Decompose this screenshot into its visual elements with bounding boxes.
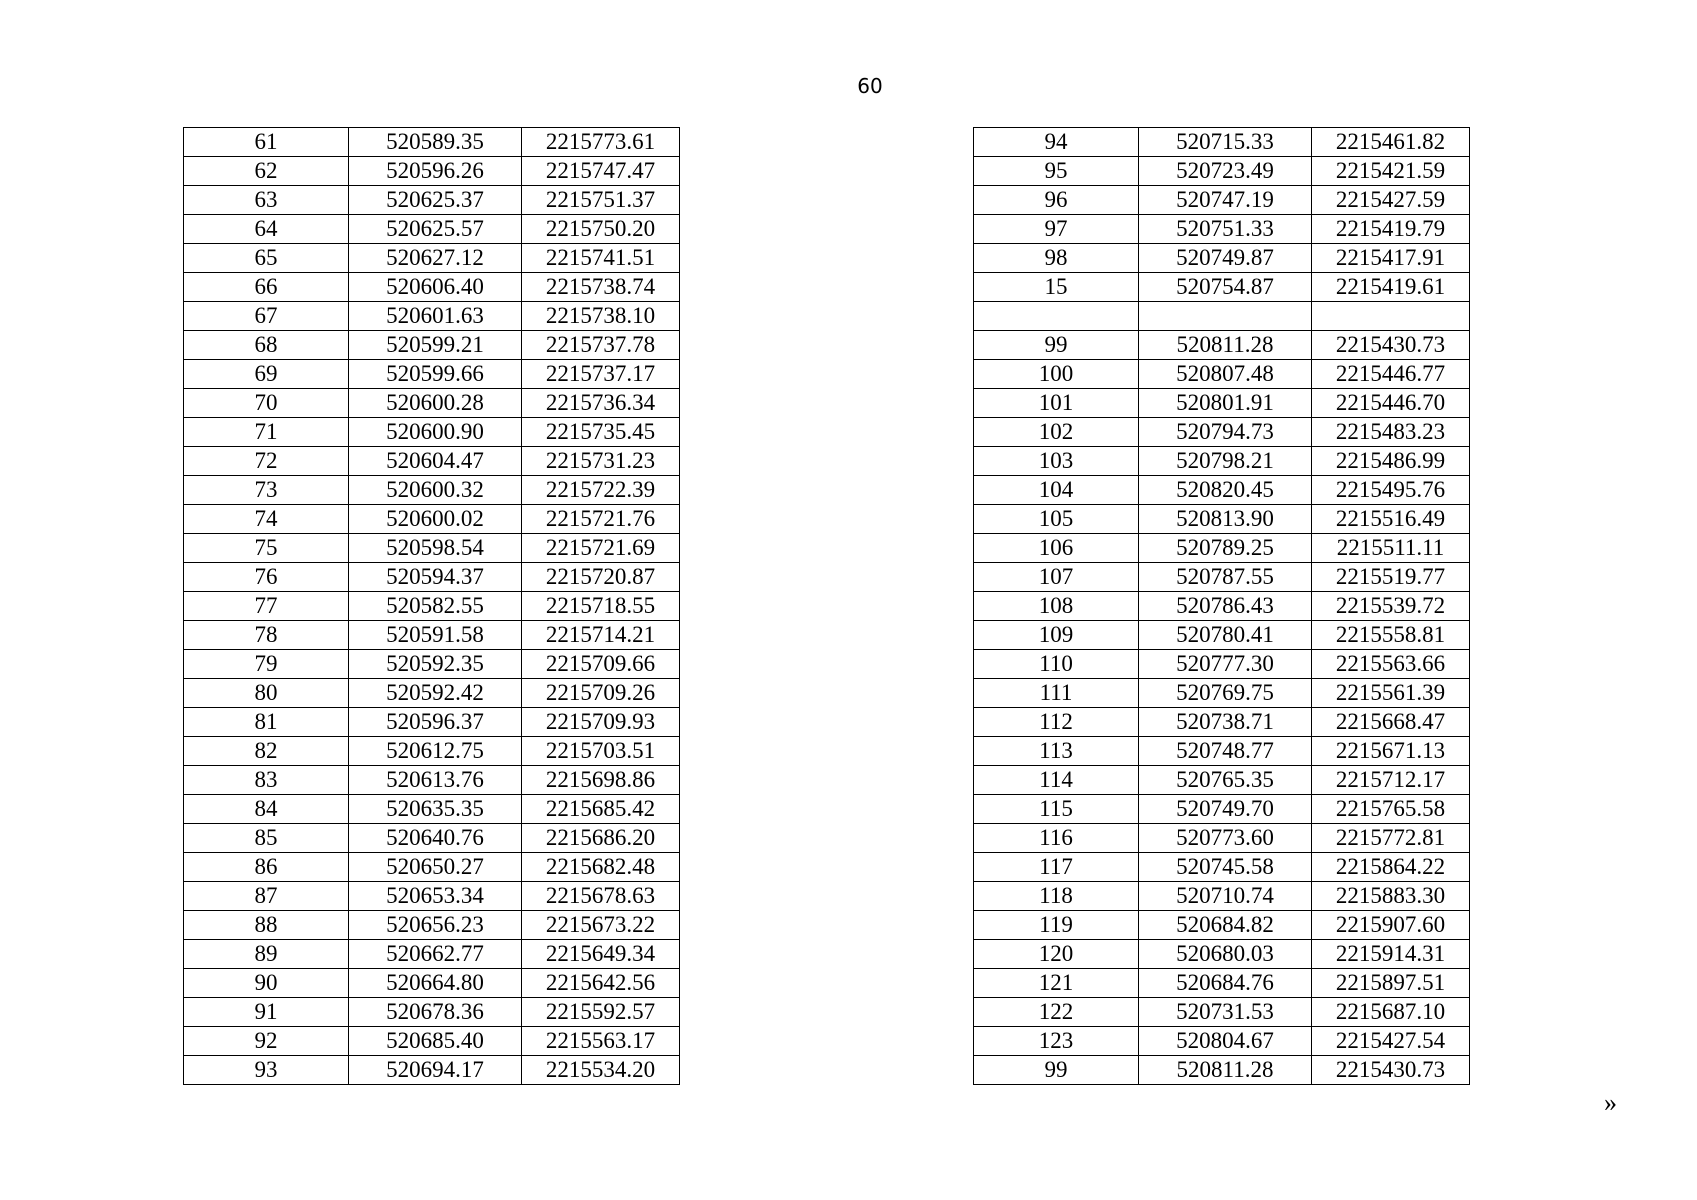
x-coordinate-cell: 520600.28	[349, 389, 522, 418]
table-row	[184, 853, 680, 882]
point-number-cell: 80	[184, 679, 349, 708]
y-coordinate-cell: 2215709.26	[522, 679, 680, 708]
x-coordinate-cell: 520662.77	[349, 940, 522, 969]
x-coordinate-cell: 520600.02	[349, 505, 522, 534]
point-number-cell: 83	[184, 766, 349, 795]
point-number-cell: 68	[184, 331, 349, 360]
x-coordinate-cell: 520801.91	[1139, 389, 1312, 418]
y-coordinate-cell: 2215417.91	[1312, 244, 1470, 273]
point-number-cell: 76	[184, 563, 349, 592]
x-coordinate-cell: 520625.37	[349, 186, 522, 215]
table-row	[974, 418, 1470, 447]
table-row	[974, 302, 1470, 331]
point-number-cell: 103	[974, 447, 1139, 476]
table-row	[974, 360, 1470, 389]
table-row	[974, 273, 1470, 302]
x-coordinate-cell: 520820.45	[1139, 476, 1312, 505]
x-coordinate-cell: 520599.66	[349, 360, 522, 389]
x-coordinate-cell: 520780.41	[1139, 621, 1312, 650]
point-number-cell: 79	[184, 650, 349, 679]
y-coordinate-cell: 2215747.47	[522, 157, 680, 186]
point-number-cell: 15	[974, 273, 1139, 302]
x-coordinate-cell: 520723.49	[1139, 157, 1312, 186]
point-number-cell	[974, 302, 1139, 331]
table-row	[974, 824, 1470, 853]
point-number-cell: 108	[974, 592, 1139, 621]
y-coordinate-cell: 2215419.79	[1312, 215, 1470, 244]
point-number-cell: 115	[974, 795, 1139, 824]
table-row	[974, 476, 1470, 505]
table-row	[184, 969, 680, 998]
point-number-cell: 102	[974, 418, 1139, 447]
x-coordinate-cell: 520601.63	[349, 302, 522, 331]
table-row	[184, 128, 680, 157]
y-coordinate-cell: 2215682.48	[522, 853, 680, 882]
y-coordinate-cell: 2215427.54	[1312, 1027, 1470, 1056]
y-coordinate-cell: 2215519.77	[1312, 563, 1470, 592]
table-row	[974, 505, 1470, 534]
table-row	[184, 998, 680, 1027]
x-coordinate-cell: 520807.48	[1139, 360, 1312, 389]
x-coordinate-cell: 520594.37	[349, 563, 522, 592]
table-row	[184, 389, 680, 418]
table-row	[184, 882, 680, 911]
point-number-cell: 113	[974, 737, 1139, 766]
table-row	[974, 998, 1470, 1027]
y-coordinate-cell: 2215703.51	[522, 737, 680, 766]
x-coordinate-cell: 520592.35	[349, 650, 522, 679]
point-number-cell: 81	[184, 708, 349, 737]
table-row	[974, 128, 1470, 157]
point-number-cell: 123	[974, 1027, 1139, 1056]
table-row	[184, 157, 680, 186]
y-coordinate-cell: 2215486.99	[1312, 447, 1470, 476]
y-coordinate-cell	[1312, 302, 1470, 331]
y-coordinate-cell: 2215741.51	[522, 244, 680, 273]
x-coordinate-cell: 520731.53	[1139, 998, 1312, 1027]
x-coordinate-cell: 520798.21	[1139, 447, 1312, 476]
x-coordinate-cell: 520653.34	[349, 882, 522, 911]
y-coordinate-cell: 2215712.17	[1312, 766, 1470, 795]
x-coordinate-cell: 520606.40	[349, 273, 522, 302]
point-number-cell: 82	[184, 737, 349, 766]
point-number-cell: 64	[184, 215, 349, 244]
y-coordinate-cell: 2215720.87	[522, 563, 680, 592]
table-row	[974, 969, 1470, 998]
table-row	[974, 708, 1470, 737]
point-number-cell: 99	[974, 331, 1139, 360]
x-coordinate-cell: 520754.87	[1139, 273, 1312, 302]
y-coordinate-cell: 2215714.21	[522, 621, 680, 650]
table-row	[184, 708, 680, 737]
y-coordinate-cell: 2215750.20	[522, 215, 680, 244]
y-coordinate-cell: 2215722.39	[522, 476, 680, 505]
x-coordinate-cell: 520625.57	[349, 215, 522, 244]
coordinates-table-left	[183, 127, 680, 1085]
y-coordinate-cell: 2215419.61	[1312, 273, 1470, 302]
y-coordinate-cell: 2215897.51	[1312, 969, 1470, 998]
y-coordinate-cell: 2215668.47	[1312, 708, 1470, 737]
point-number-cell: 71	[184, 418, 349, 447]
x-coordinate-cell: 520715.33	[1139, 128, 1312, 157]
point-number-cell: 118	[974, 882, 1139, 911]
table-row	[184, 1056, 680, 1085]
y-coordinate-cell: 2215671.13	[1312, 737, 1470, 766]
point-number-cell: 63	[184, 186, 349, 215]
y-coordinate-cell: 2215864.22	[1312, 853, 1470, 882]
x-coordinate-cell: 520685.40	[349, 1027, 522, 1056]
table-row	[974, 592, 1470, 621]
point-number-cell: 61	[184, 128, 349, 157]
x-coordinate-cell: 520650.27	[349, 853, 522, 882]
y-coordinate-cell: 2215642.56	[522, 969, 680, 998]
x-coordinate-cell: 520613.76	[349, 766, 522, 795]
y-coordinate-cell: 2215427.59	[1312, 186, 1470, 215]
x-coordinate-cell: 520684.82	[1139, 911, 1312, 940]
point-number-cell: 66	[184, 273, 349, 302]
y-coordinate-cell: 2215516.49	[1312, 505, 1470, 534]
x-coordinate-cell: 520604.47	[349, 447, 522, 476]
x-coordinate-cell: 520751.33	[1139, 215, 1312, 244]
table-row	[974, 911, 1470, 940]
point-number-cell: 99	[974, 1056, 1139, 1085]
point-number-cell: 105	[974, 505, 1139, 534]
continuation-mark: »	[1604, 1088, 1617, 1117]
x-coordinate-cell: 520582.55	[349, 592, 522, 621]
y-coordinate-cell: 2215721.76	[522, 505, 680, 534]
x-coordinate-cell: 520640.76	[349, 824, 522, 853]
table-row	[184, 505, 680, 534]
point-number-cell: 65	[184, 244, 349, 273]
table-row	[974, 389, 1470, 418]
table-row	[184, 215, 680, 244]
x-coordinate-cell: 520600.32	[349, 476, 522, 505]
table-row	[974, 157, 1470, 186]
x-coordinate-cell: 520804.67	[1139, 1027, 1312, 1056]
y-coordinate-cell: 2215534.20	[522, 1056, 680, 1085]
x-coordinate-cell: 520612.75	[349, 737, 522, 766]
y-coordinate-cell: 2215678.63	[522, 882, 680, 911]
point-number-cell: 97	[974, 215, 1139, 244]
point-number-cell: 74	[184, 505, 349, 534]
point-number-cell: 95	[974, 157, 1139, 186]
y-coordinate-cell: 2215737.17	[522, 360, 680, 389]
table-row	[184, 418, 680, 447]
point-number-cell: 84	[184, 795, 349, 824]
y-coordinate-cell: 2215709.93	[522, 708, 680, 737]
table-row	[184, 1027, 680, 1056]
x-coordinate-cell: 520598.54	[349, 534, 522, 563]
table-row	[184, 650, 680, 679]
table-row	[974, 621, 1470, 650]
point-number-cell: 96	[974, 186, 1139, 215]
point-number-cell: 70	[184, 389, 349, 418]
table-row	[184, 737, 680, 766]
table-row	[974, 679, 1470, 708]
x-coordinate-cell: 520591.58	[349, 621, 522, 650]
table-row	[974, 940, 1470, 969]
x-coordinate-cell: 520627.12	[349, 244, 522, 273]
table-row	[184, 766, 680, 795]
point-number-cell: 114	[974, 766, 1139, 795]
x-coordinate-cell	[1139, 302, 1312, 331]
y-coordinate-cell: 2215709.66	[522, 650, 680, 679]
point-number-cell: 122	[974, 998, 1139, 1027]
point-number-cell: 110	[974, 650, 1139, 679]
x-coordinate-cell: 520769.75	[1139, 679, 1312, 708]
x-coordinate-cell: 520656.23	[349, 911, 522, 940]
y-coordinate-cell: 2215687.10	[1312, 998, 1470, 1027]
x-coordinate-cell: 520765.35	[1139, 766, 1312, 795]
point-number-cell: 90	[184, 969, 349, 998]
table-row	[974, 853, 1470, 882]
y-coordinate-cell: 2215751.37	[522, 186, 680, 215]
x-coordinate-cell: 520787.55	[1139, 563, 1312, 592]
y-coordinate-cell: 2215686.20	[522, 824, 680, 853]
x-coordinate-cell: 520678.36	[349, 998, 522, 1027]
x-coordinate-cell: 520813.90	[1139, 505, 1312, 534]
y-coordinate-cell: 2215698.86	[522, 766, 680, 795]
table-row	[184, 824, 680, 853]
point-number-cell: 86	[184, 853, 349, 882]
x-coordinate-cell: 520680.03	[1139, 940, 1312, 969]
y-coordinate-cell: 2215773.61	[522, 128, 680, 157]
y-coordinate-cell: 2215563.17	[522, 1027, 680, 1056]
y-coordinate-cell: 2215735.45	[522, 418, 680, 447]
table-row	[974, 534, 1470, 563]
x-coordinate-cell: 520748.77	[1139, 737, 1312, 766]
point-number-cell: 94	[974, 128, 1139, 157]
page-number: 60	[857, 74, 883, 98]
point-number-cell: 111	[974, 679, 1139, 708]
point-number-cell: 87	[184, 882, 349, 911]
x-coordinate-cell: 520635.35	[349, 795, 522, 824]
y-coordinate-cell: 2215721.69	[522, 534, 680, 563]
x-coordinate-cell: 520694.17	[349, 1056, 522, 1085]
y-coordinate-cell: 2215483.23	[1312, 418, 1470, 447]
table-row	[184, 476, 680, 505]
table-row	[184, 621, 680, 650]
table-row	[184, 447, 680, 476]
point-number-cell: 107	[974, 563, 1139, 592]
x-coordinate-cell: 520811.28	[1139, 331, 1312, 360]
point-number-cell: 72	[184, 447, 349, 476]
point-number-cell: 67	[184, 302, 349, 331]
table-row	[974, 244, 1470, 273]
table-row	[184, 244, 680, 273]
table-row	[974, 1027, 1470, 1056]
table-row	[184, 940, 680, 969]
y-coordinate-cell: 2215736.34	[522, 389, 680, 418]
table-row	[184, 273, 680, 302]
y-coordinate-cell: 2215731.23	[522, 447, 680, 476]
y-coordinate-cell: 2215511.11	[1312, 534, 1470, 563]
y-coordinate-cell: 2215738.10	[522, 302, 680, 331]
point-number-cell: 101	[974, 389, 1139, 418]
y-coordinate-cell: 2215772.81	[1312, 824, 1470, 853]
x-coordinate-cell: 520600.90	[349, 418, 522, 447]
x-coordinate-cell: 520745.58	[1139, 853, 1312, 882]
table-row	[974, 882, 1470, 911]
table-row	[184, 679, 680, 708]
point-number-cell: 104	[974, 476, 1139, 505]
point-number-cell: 73	[184, 476, 349, 505]
point-number-cell: 78	[184, 621, 349, 650]
x-coordinate-cell: 520777.30	[1139, 650, 1312, 679]
point-number-cell: 69	[184, 360, 349, 389]
y-coordinate-cell: 2215561.39	[1312, 679, 1470, 708]
point-number-cell: 106	[974, 534, 1139, 563]
table-row	[974, 563, 1470, 592]
x-coordinate-cell: 520592.42	[349, 679, 522, 708]
point-number-cell: 88	[184, 911, 349, 940]
point-number-cell: 112	[974, 708, 1139, 737]
x-coordinate-cell: 520599.21	[349, 331, 522, 360]
y-coordinate-cell: 2215539.72	[1312, 592, 1470, 621]
y-coordinate-cell: 2215737.78	[522, 331, 680, 360]
table-row	[184, 331, 680, 360]
x-coordinate-cell: 520794.73	[1139, 418, 1312, 447]
x-coordinate-cell: 520773.60	[1139, 824, 1312, 853]
table-row	[184, 911, 680, 940]
point-number-cell: 120	[974, 940, 1139, 969]
table-row	[974, 215, 1470, 244]
x-coordinate-cell: 520710.74	[1139, 882, 1312, 911]
point-number-cell: 75	[184, 534, 349, 563]
y-coordinate-cell: 2215592.57	[522, 998, 680, 1027]
y-coordinate-cell: 2215461.82	[1312, 128, 1470, 157]
y-coordinate-cell: 2215673.22	[522, 911, 680, 940]
x-coordinate-cell: 520789.25	[1139, 534, 1312, 563]
y-coordinate-cell: 2215495.76	[1312, 476, 1470, 505]
table-row	[184, 563, 680, 592]
x-coordinate-cell: 520596.26	[349, 157, 522, 186]
y-coordinate-cell: 2215430.73	[1312, 1056, 1470, 1085]
point-number-cell: 109	[974, 621, 1139, 650]
x-coordinate-cell: 520596.37	[349, 708, 522, 737]
point-number-cell: 89	[184, 940, 349, 969]
table-row	[184, 302, 680, 331]
x-coordinate-cell: 520589.35	[349, 128, 522, 157]
y-coordinate-cell: 2215421.59	[1312, 157, 1470, 186]
y-coordinate-cell: 2215563.66	[1312, 650, 1470, 679]
table-row	[184, 795, 680, 824]
table-row	[974, 331, 1470, 360]
point-number-cell: 62	[184, 157, 349, 186]
x-coordinate-cell: 520684.76	[1139, 969, 1312, 998]
table-row	[184, 592, 680, 621]
x-coordinate-cell: 520749.87	[1139, 244, 1312, 273]
table-row	[974, 737, 1470, 766]
x-coordinate-cell: 520747.19	[1139, 186, 1312, 215]
table-row	[974, 795, 1470, 824]
point-number-cell: 85	[184, 824, 349, 853]
table-row	[974, 447, 1470, 476]
table-row	[184, 186, 680, 215]
point-number-cell: 119	[974, 911, 1139, 940]
point-number-cell: 121	[974, 969, 1139, 998]
table-row	[974, 766, 1470, 795]
y-coordinate-cell: 2215558.81	[1312, 621, 1470, 650]
point-number-cell: 98	[974, 244, 1139, 273]
x-coordinate-cell: 520811.28	[1139, 1056, 1312, 1085]
y-coordinate-cell: 2215685.42	[522, 795, 680, 824]
point-number-cell: 93	[184, 1056, 349, 1085]
point-number-cell: 91	[184, 998, 349, 1027]
table-row	[974, 1056, 1470, 1085]
y-coordinate-cell: 2215883.30	[1312, 882, 1470, 911]
y-coordinate-cell: 2215765.58	[1312, 795, 1470, 824]
y-coordinate-cell: 2215907.60	[1312, 911, 1470, 940]
y-coordinate-cell: 2215446.77	[1312, 360, 1470, 389]
point-number-cell: 92	[184, 1027, 349, 1056]
y-coordinate-cell: 2215718.55	[522, 592, 680, 621]
y-coordinate-cell: 2215430.73	[1312, 331, 1470, 360]
point-number-cell: 77	[184, 592, 349, 621]
y-coordinate-cell: 2215446.70	[1312, 389, 1470, 418]
table-row	[974, 186, 1470, 215]
x-coordinate-cell: 520786.43	[1139, 592, 1312, 621]
y-coordinate-cell: 2215738.74	[522, 273, 680, 302]
x-coordinate-cell: 520738.71	[1139, 708, 1312, 737]
y-coordinate-cell: 2215649.34	[522, 940, 680, 969]
y-coordinate-cell: 2215914.31	[1312, 940, 1470, 969]
point-number-cell: 116	[974, 824, 1139, 853]
table-row	[184, 360, 680, 389]
point-number-cell: 100	[974, 360, 1139, 389]
point-number-cell: 117	[974, 853, 1139, 882]
table-row	[974, 650, 1470, 679]
x-coordinate-cell: 520664.80	[349, 969, 522, 998]
table-row	[184, 534, 680, 563]
coordinates-table-right	[973, 127, 1470, 1085]
x-coordinate-cell: 520749.70	[1139, 795, 1312, 824]
